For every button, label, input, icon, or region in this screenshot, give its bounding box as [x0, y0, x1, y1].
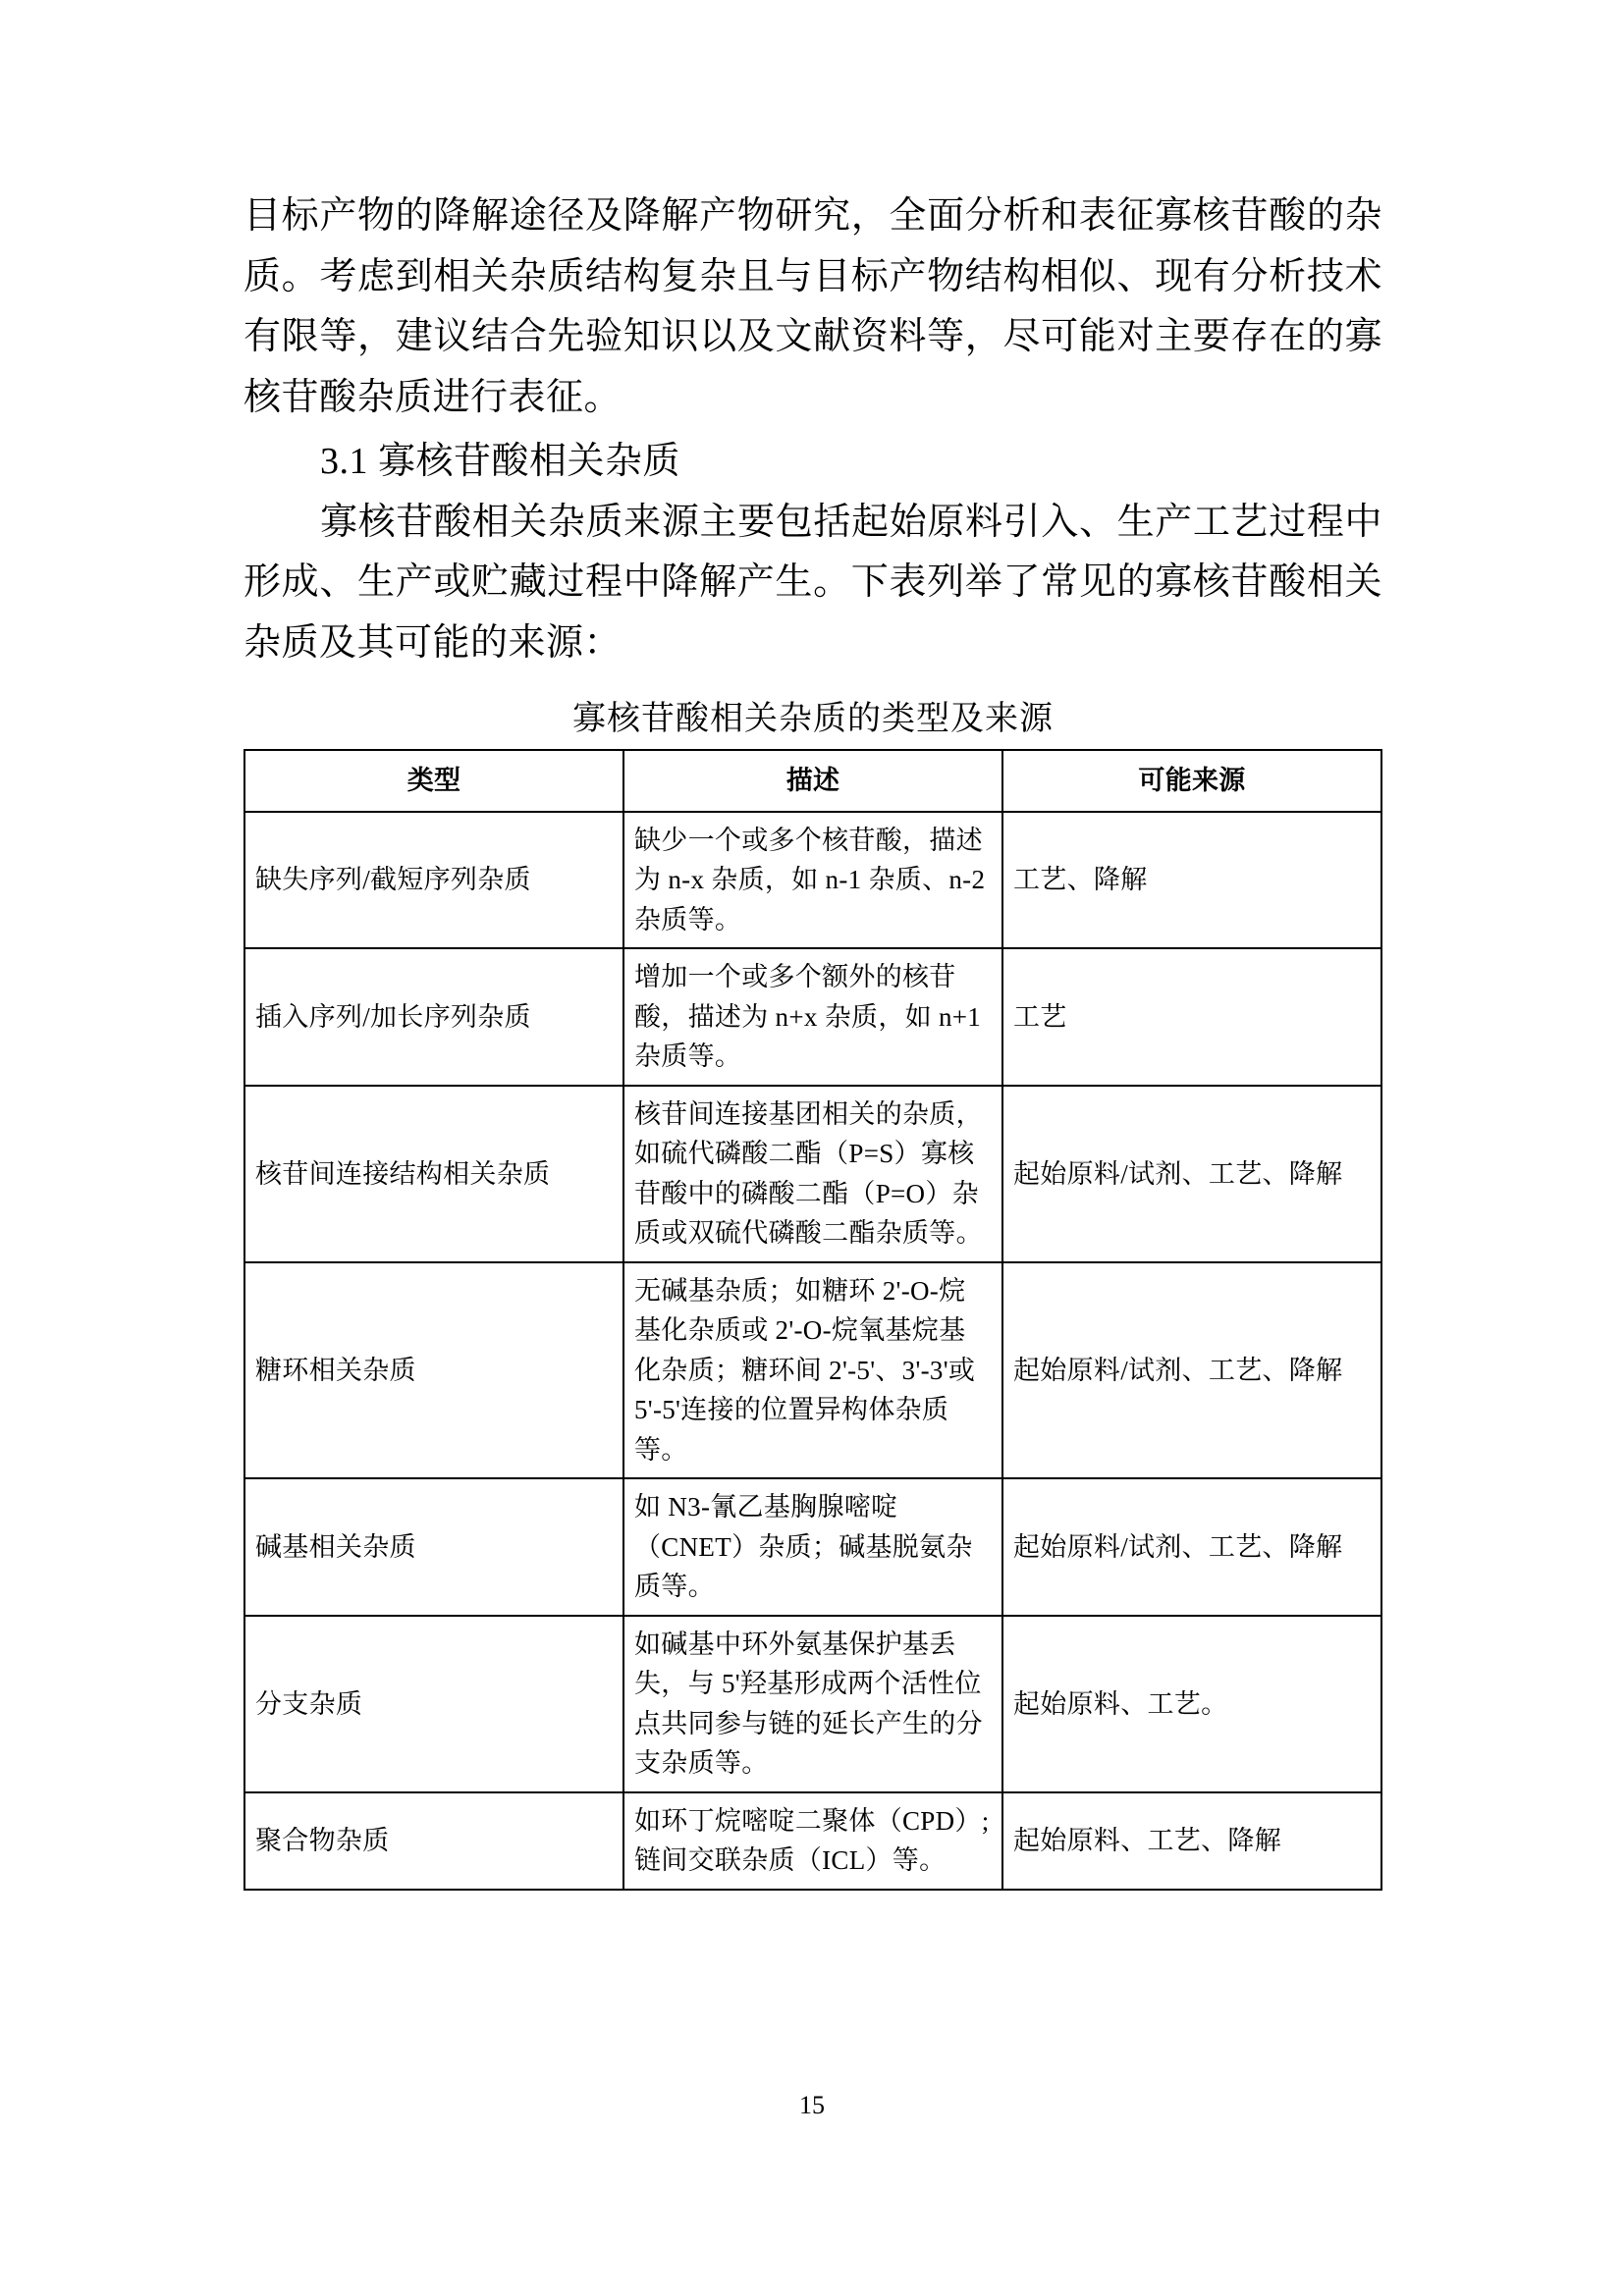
cell-description: 核苷间连接基团相关的杂质，如硫代磷酸二酯（P=S）寡核苷酸中的磷酸二酯（P=O）杂质或双硫代磷酸二酯杂质等。 — [623, 1086, 1002, 1262]
cell-description: 无碱基杂质；如糖环 2'-O-烷基化杂质或 2'-O-烷氧基烷基化杂质；糖环间 2'-5'、3'-3'或5'-5'连接的位置异构体杂质等。 — [623, 1262, 1002, 1479]
table-header-row — [244, 750, 1381, 812]
page-number: 15 — [799, 2091, 825, 2119]
table-row — [244, 812, 1381, 949]
cell-source: 起始原料/试剂、工艺、降解 — [1002, 1478, 1381, 1616]
table-row — [244, 1792, 1381, 1890]
table-row — [244, 948, 1381, 1086]
cell-type: 聚合物杂质 — [244, 1792, 623, 1890]
cell-type: 缺失序列/截短序列杂质 — [244, 812, 623, 949]
cell-type: 碱基相关杂质 — [244, 1478, 623, 1616]
paragraph-sources: 寡核苷酸相关杂质来源主要包括起始原料引入、生产工艺过程中形成、生产或贮藏过程中降解产生。下表列举了常见的寡核苷酸相关杂质及其可能的来源： — [244, 501, 1382, 664]
section-heading-3-1: 3.1 寡核苷酸相关杂质 — [320, 441, 681, 483]
paragraph-intro: 目标产物的降解途径及降解产物研究，全面分析和表征寡核苷酸的杂质。考虑到相关杂质结构复杂且与目标产物结构相似、现有分析技术有限等，建议结合先验知识以及文献资料等，尽可能对主要存在的寡核苷酸杂质进行表征。 — [244, 195, 1382, 418]
table-row — [244, 1086, 1381, 1262]
table-row — [244, 1616, 1381, 1792]
column-header-description: 描述 — [623, 750, 1002, 812]
cell-source: 工艺 — [1002, 948, 1381, 1086]
cell-type: 插入序列/加长序列杂质 — [244, 948, 623, 1086]
column-header-type: 类型 — [244, 750, 623, 812]
impurity-table — [244, 749, 1382, 1891]
cell-description: 缺少一个或多个核苷酸，描述为 n-x 杂质，如 n-1 杂质、n-2 杂质等。 — [623, 812, 1002, 949]
cell-source: 起始原料、工艺、降解 — [1002, 1792, 1381, 1890]
cell-type: 核苷间连接结构相关杂质 — [244, 1086, 623, 1262]
cell-description: 如碱基中环外氨基保护基丢失，与 5'羟基形成两个活性位点共同参与链的延长产生的分支杂质等。 — [623, 1616, 1002, 1792]
cell-type: 分支杂质 — [244, 1616, 623, 1792]
cell-source: 起始原料、工艺。 — [1002, 1616, 1381, 1792]
table-row — [244, 1262, 1381, 1479]
cell-description: 如环丁烷嘧啶二聚体（CPD）;链间交联杂质（ICL）等。 — [623, 1792, 1002, 1890]
cell-type: 糖环相关杂质 — [244, 1262, 623, 1479]
column-header-source: 可能来源 — [1002, 750, 1381, 812]
page-content — [244, 187, 1382, 1891]
cell-description: 增加一个或多个额外的核苷酸，描述为 n+x 杂质，如 n+1 杂质等。 — [623, 948, 1002, 1086]
cell-source: 起始原料/试剂、工艺、降解 — [1002, 1086, 1381, 1262]
table-row — [244, 1478, 1381, 1616]
cell-source: 起始原料/试剂、工艺、降解 — [1002, 1262, 1381, 1479]
cell-source: 工艺、降解 — [1002, 812, 1381, 949]
table-caption: 寡核苷酸相关杂质的类型及来源 — [572, 701, 1054, 738]
cell-description: 如 N3-氰乙基胸腺嘧啶（CNET）杂质；碱基脱氨杂质等。 — [623, 1478, 1002, 1616]
